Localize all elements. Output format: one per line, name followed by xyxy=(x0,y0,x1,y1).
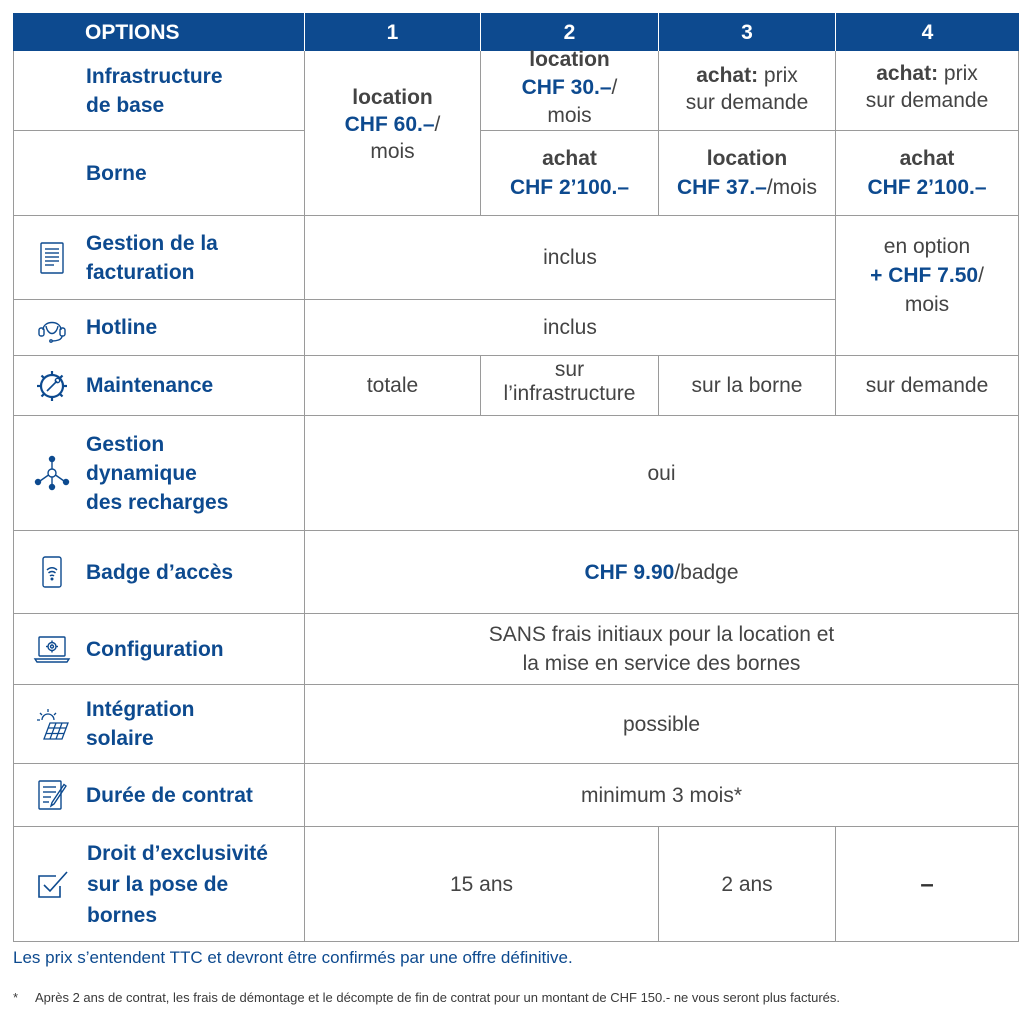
option1-period: mois xyxy=(370,139,415,163)
option2-infra xyxy=(481,47,659,131)
hotline-value: inclus xyxy=(305,300,836,356)
option3-borne xyxy=(659,131,836,216)
header-option-1: 1 xyxy=(305,13,481,51)
maintenance-label: Maintenance xyxy=(86,374,214,397)
option3-infra-demande: sur demande xyxy=(685,90,809,114)
badge-price: CHF 9.90 xyxy=(584,560,675,584)
option4-fh-label: en option xyxy=(883,235,971,258)
maintenance-option2 xyxy=(481,356,659,416)
badge-unit: /badge xyxy=(674,560,739,584)
option3-infra-type: achat: xyxy=(696,63,759,87)
gear-wrench-icon xyxy=(34,368,70,404)
network-icon xyxy=(34,455,70,491)
configuration-line2: la mise en service des bornes xyxy=(522,652,801,675)
exclusivite-label-line3: bornes xyxy=(87,903,158,927)
option2-infra-period: mois xyxy=(547,103,592,127)
maintenance-option2-line2: l’infrastructure xyxy=(503,381,636,405)
option4-fh-price: + CHF 7.50 xyxy=(870,264,979,287)
maintenance-option2-line1: sur xyxy=(554,357,585,381)
configuration-line1: SANS frais initiaux pour la location et xyxy=(488,623,835,646)
infra-label-line1: Infrastructure xyxy=(86,64,223,88)
header-option-3: 3 xyxy=(659,13,836,51)
option3-borne-type: location xyxy=(706,147,788,170)
row-label-configuration xyxy=(13,614,305,685)
footnote-marker: * xyxy=(13,990,19,1005)
option3-infra xyxy=(659,51,836,131)
option1-infra-borne xyxy=(305,51,481,216)
row-label-infrastructure xyxy=(13,51,305,131)
option4-facturation-hotline xyxy=(836,216,1019,356)
footnote-text: Après 2 ans de contrat, les frais de démontage et le décompte de fin de contrat pour un montant de CHF 150.- ne vous seront plus facturés. xyxy=(35,990,841,1005)
contract-pen-icon xyxy=(34,777,70,813)
solaire-label-line1: Intégration xyxy=(86,698,195,721)
row-label-borne xyxy=(13,131,305,216)
facturation-value: inclus xyxy=(305,216,836,300)
row-label-hotline xyxy=(13,300,305,356)
headset-icon xyxy=(34,310,70,346)
maintenance-option3: sur la borne xyxy=(659,356,836,416)
nfc-card-icon xyxy=(34,554,70,590)
row-label-solaire xyxy=(13,685,305,764)
duree-label: Durée de contrat xyxy=(86,783,253,807)
exclusivite-label-line2: sur la pose de xyxy=(87,872,229,896)
option2-infra-type: location xyxy=(529,47,610,71)
option2-infra-slash: / xyxy=(611,75,618,99)
row-label-exclusivite xyxy=(13,827,305,942)
option2-borne-price: CHF 2’100.– xyxy=(509,176,630,199)
dynamique-label-line3: des recharges xyxy=(86,490,229,514)
option1-slash: / xyxy=(434,112,441,136)
row-label-dynamique xyxy=(13,416,305,531)
exclusivite-option3: 2 ans xyxy=(659,827,836,942)
option4-infra-demande: sur demande xyxy=(865,88,989,112)
exclusivite-option4: – xyxy=(836,827,1019,942)
configuration-value xyxy=(305,614,1019,685)
hotline-label: Hotline xyxy=(86,316,158,339)
solaire-label-line2: solaire xyxy=(86,727,154,750)
row-label-maintenance xyxy=(13,356,305,416)
duree-value: minimum 3 mois* xyxy=(305,764,1019,827)
exclusivite-option12: 15 ans xyxy=(305,827,659,942)
borne-label: Borne xyxy=(86,161,147,185)
option2-borne-type: achat xyxy=(542,147,597,170)
row-label-facturation xyxy=(13,216,305,300)
price-note: Les prix s’entendent TTC et devront être confirmés par une offre définitive. xyxy=(13,948,573,967)
invoice-icon xyxy=(34,240,70,276)
option4-infra xyxy=(836,51,1019,131)
header-options: OPTIONS xyxy=(13,13,305,51)
option2-borne xyxy=(481,131,659,216)
badge-value xyxy=(305,531,1019,614)
configuration-label: Configuration xyxy=(86,637,224,661)
option3-infra-prix: prix xyxy=(763,63,798,87)
badge-label: Badge d’accès xyxy=(86,560,234,584)
facturation-label-line1: Gestion de la xyxy=(86,231,218,255)
laptop-settings-icon xyxy=(32,631,72,667)
option4-borne-price: CHF 2’100.– xyxy=(867,176,987,199)
option3-borne-period: /mois xyxy=(766,176,818,199)
dynamique-label-line1: Gestion xyxy=(86,432,165,456)
option4-borne xyxy=(836,131,1019,216)
option4-fh-slash: / xyxy=(978,264,984,287)
option4-fh-period: mois xyxy=(904,293,950,316)
solaire-value: possible xyxy=(305,685,1019,764)
option1-type: location xyxy=(352,85,433,109)
dynamique-label-line2: dynamique xyxy=(86,461,197,485)
row-label-duree xyxy=(13,764,305,827)
option3-borne-price: CHF 37.– xyxy=(676,176,767,199)
dynamique-value: oui xyxy=(305,416,1019,531)
infra-label-line2: de base xyxy=(86,93,165,117)
checkbox-icon xyxy=(34,866,70,902)
header-option-4: 4 xyxy=(836,13,1019,51)
solar-panel-icon xyxy=(34,706,70,742)
option4-infra-prix: prix xyxy=(943,61,978,85)
option1-price: CHF 60.– xyxy=(344,112,435,136)
pricing-table xyxy=(13,13,1019,943)
header-option-2: 2 xyxy=(481,13,659,51)
option4-infra-type: achat: xyxy=(876,61,939,85)
maintenance-option1: totale xyxy=(305,356,481,416)
footnote xyxy=(13,990,840,1005)
exclusivite-label-line1: Droit d’exclusivité xyxy=(87,841,268,865)
option2-infra-price: CHF 30.– xyxy=(521,75,612,99)
facturation-label-line2: facturation xyxy=(86,260,195,284)
maintenance-option4: sur demande xyxy=(836,356,1019,416)
row-label-badge xyxy=(13,531,305,614)
option4-borne-type: achat xyxy=(899,147,955,170)
